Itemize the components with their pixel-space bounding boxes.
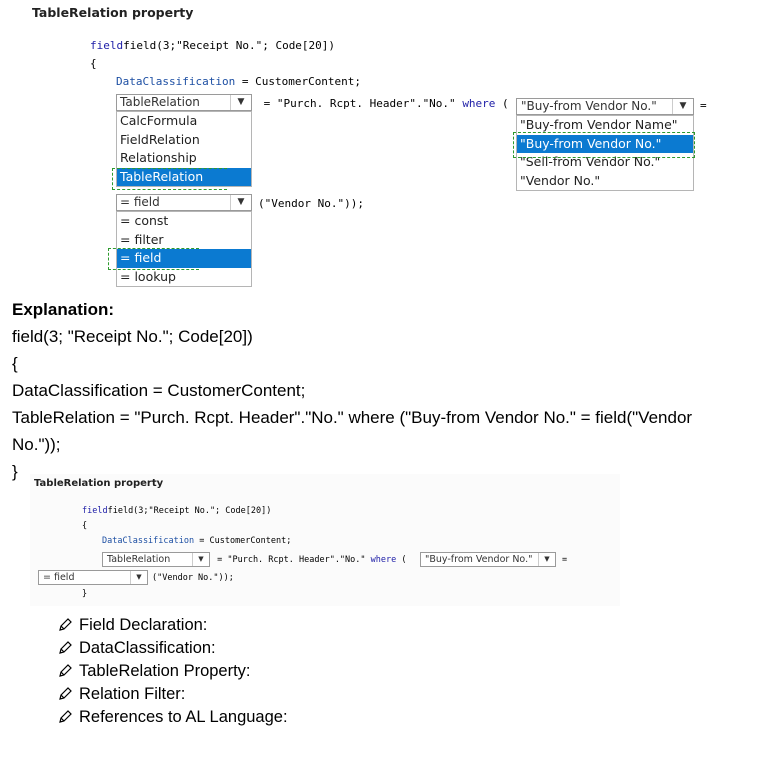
property-option-selected[interactable]: TableRelation bbox=[117, 168, 251, 187]
bullet-label: DataClassification: bbox=[79, 639, 216, 657]
code-tablerelation bbox=[257, 97, 509, 110]
pencil-icon bbox=[58, 617, 73, 632]
field-option[interactable]: "Vendor No." bbox=[520, 172, 601, 188]
where-keyword: where bbox=[462, 97, 496, 110]
field-declaration-rest: field(3;"Receipt No."; Code[20]) bbox=[107, 506, 272, 516]
code-dataclassification bbox=[102, 536, 291, 546]
explanation-line: No.")); bbox=[12, 435, 61, 454]
vendor-no-tail: ("Vendor No.")); bbox=[258, 197, 364, 210]
pencil-icon bbox=[58, 640, 73, 655]
operator-option[interactable]: = filter bbox=[120, 231, 164, 247]
code-brace-open: { bbox=[90, 57, 97, 70]
property-dropdown[interactable] bbox=[116, 94, 252, 111]
explanation-line: { bbox=[12, 354, 18, 373]
field-option[interactable]: "Sell-from Vendor No." bbox=[520, 154, 661, 169]
bullet-label: TableRelation Property: bbox=[79, 662, 251, 680]
code-brace-close: } bbox=[82, 589, 88, 599]
code-field-declaration bbox=[82, 506, 271, 516]
code-brace-open: { bbox=[82, 521, 88, 531]
dataclassification-value: = CustomerContent; bbox=[194, 536, 292, 546]
code-tablerelation bbox=[212, 555, 406, 565]
field-dropdown-value: "Buy-from Vendor No." bbox=[521, 99, 657, 113]
operator-dropdown-value: = field bbox=[43, 572, 75, 583]
equals-sign: = bbox=[562, 555, 568, 565]
explanation-heading: Explanation: bbox=[12, 300, 115, 319]
explanation-line: TableRelation = "Purch. Rcpt. Header"."No." where ("Buy-from Vendor No." = field("Vendor bbox=[12, 408, 693, 427]
vendor-no-tail: ("Vendor No.")); bbox=[152, 573, 234, 583]
chevron-down-icon[interactable]: ▼ bbox=[192, 553, 209, 566]
explanation bbox=[12, 296, 757, 485]
chevron-down-icon[interactable]: ▼ bbox=[130, 571, 147, 584]
property-option[interactable]: FieldRelation bbox=[120, 131, 200, 147]
tablerelation-text: = "Purch. Rcpt. Header"."No." bbox=[257, 97, 463, 110]
where-keyword: where bbox=[370, 555, 397, 565]
property-option[interactable]: Relationship bbox=[120, 150, 197, 165]
explanation-line: } bbox=[12, 462, 18, 481]
dataclassification-value: = CustomerContent; bbox=[235, 75, 362, 88]
field-option-selected[interactable]: "Buy-from Vendor No." bbox=[517, 135, 693, 154]
explanation-line: DataClassification = CustomerContent; bbox=[12, 381, 306, 400]
bullet-label: References to AL Language: bbox=[79, 708, 288, 726]
operator-dropdown-value: = field bbox=[120, 195, 160, 209]
top-screenshot-title: TableRelation property bbox=[32, 5, 194, 20]
property-dropdown[interactable] bbox=[102, 552, 210, 567]
operator-option-selected[interactable]: = field bbox=[117, 249, 251, 268]
field-dropdown[interactable] bbox=[420, 552, 556, 567]
property-option[interactable]: CalcFormula bbox=[120, 113, 198, 128]
field-keyword: field bbox=[90, 39, 124, 52]
operator-option[interactable]: = lookup bbox=[120, 268, 176, 284]
operator-dropdown[interactable] bbox=[38, 570, 148, 585]
bullet-label: Field Declaration: bbox=[79, 616, 208, 634]
field-option[interactable]: "Buy-from Vendor Name" bbox=[520, 117, 678, 132]
chevron-down-icon[interactable]: ▼ bbox=[538, 553, 555, 566]
open-paren: ( bbox=[495, 97, 509, 110]
field-keyword: field bbox=[82, 506, 108, 516]
field-dropdown-value: "Buy-from Vendor No." bbox=[425, 554, 533, 565]
highlight-box bbox=[112, 168, 227, 190]
bottom-screenshot bbox=[30, 474, 620, 606]
property-dropdown-value: TableRelation bbox=[120, 95, 200, 109]
bottom-screenshot-title: TableRelation property bbox=[34, 478, 164, 489]
bullet-label: Relation Filter: bbox=[79, 685, 186, 703]
pencil-icon bbox=[58, 686, 73, 701]
pencil-icon bbox=[58, 663, 73, 678]
open-paren: ( bbox=[396, 555, 407, 565]
bullet-item bbox=[58, 639, 216, 658]
pencil-icon bbox=[58, 709, 73, 724]
explanation-line: field(3; "Receipt No."; Code[20]) bbox=[12, 327, 253, 346]
code-dataclassification bbox=[116, 75, 361, 88]
chevron-down-icon[interactable]: ▼ bbox=[672, 99, 693, 114]
chevron-down-icon[interactable]: ▼ bbox=[230, 195, 251, 210]
dataclassification-property: DataClassification bbox=[102, 536, 195, 546]
bullet-item bbox=[58, 616, 207, 635]
equals-sign: = bbox=[700, 99, 707, 112]
code-field-declaration bbox=[90, 39, 335, 52]
field-dropdown[interactable] bbox=[516, 98, 694, 115]
operator-option[interactable]: = const bbox=[120, 213, 169, 228]
operator-dropdown[interactable] bbox=[116, 194, 252, 211]
highlight-box bbox=[108, 248, 199, 270]
tablerelation-text: = "Purch. Rcpt. Header"."No." bbox=[212, 555, 371, 565]
bullet-item bbox=[58, 685, 185, 704]
bullet-item bbox=[58, 708, 288, 727]
chevron-down-icon[interactable]: ▼ bbox=[230, 95, 251, 110]
property-dropdown-value: TableRelation bbox=[107, 554, 171, 565]
dataclassification-property: DataClassification bbox=[116, 75, 236, 88]
bullet-item bbox=[58, 662, 251, 681]
top-screenshot bbox=[20, 0, 710, 292]
highlight-box bbox=[513, 132, 695, 158]
field-declaration-rest: field(3;"Receipt No."; Code[20]) bbox=[123, 39, 336, 52]
